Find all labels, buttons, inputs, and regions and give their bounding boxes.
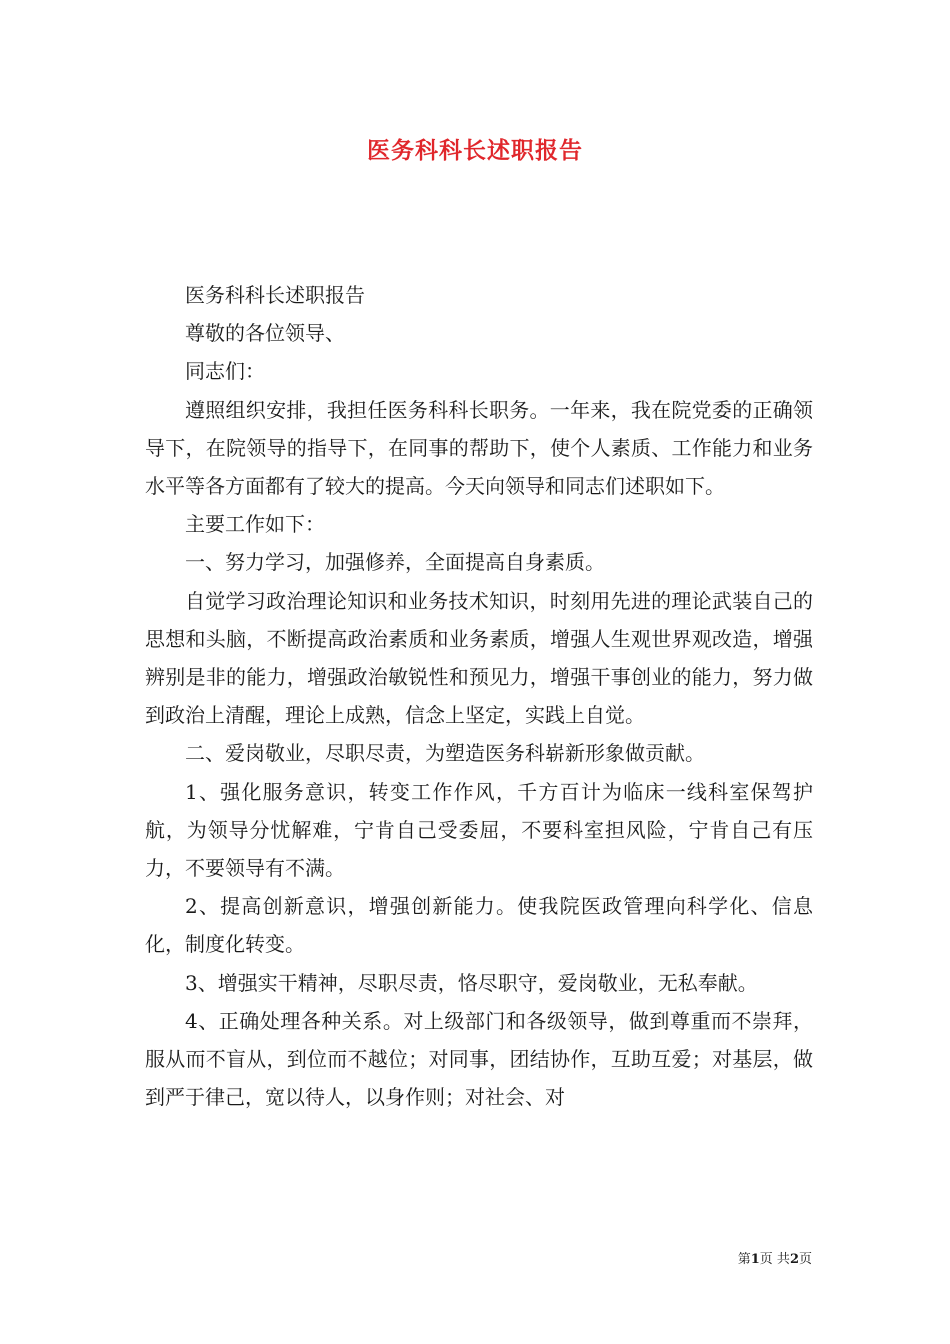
page-total: 2 bbox=[789, 1252, 799, 1267]
page-current: 1 bbox=[750, 1252, 760, 1267]
document-body bbox=[145, 276, 813, 1116]
paragraph-item-4: 4、正确处理各种关系。对上级部门和各级领导，做到尊重而不崇拜，服从而不盲从，到位而不越位；对同事，团结协作，互助互爱；对基层，做到严于律己，宽以待人，以身作则；对社会、对 bbox=[145, 1008, 813, 1110]
paragraph-salutation-2: 同志们： bbox=[185, 359, 265, 384]
paragraph-section-1: 一、努力学习，加强修养，全面提高自身素质。 bbox=[185, 550, 605, 575]
paragraph-heading: 医务科科长述职报告 bbox=[185, 283, 365, 307]
paragraph-item-3: 3、增强实干精神，尽职尽责，恪尽职守，爱岗敬业，无私奉献。 bbox=[185, 970, 758, 995]
paragraph-item-2: 2、提高创新意识，增强创新能力。使我院医政管理向科学化、信息化，制度化转变。 bbox=[145, 894, 813, 957]
paragraph-intro: 遵照组织安排，我担任医务科科长职务。一年来，我在院党委的正确领导下，在院领导的指导下，在同事的帮助下，使个人素质、工作能力和业务水平等各方面都有了较大的提高。今天向领导和同志们述职如下。 bbox=[145, 397, 813, 499]
paragraph-main-work: 主要工作如下： bbox=[185, 512, 325, 537]
page-prefix: 第 bbox=[737, 1252, 751, 1267]
paragraph-section-2: 二、爱岗敬业，尽职尽责，为塑造医务科崭新形象做贡献。 bbox=[185, 741, 705, 766]
page-number bbox=[738, 1248, 812, 1267]
paragraph-salutation: 尊敬的各位领导、 bbox=[185, 321, 345, 346]
paragraph-section-1-body: 自觉学习政治理论知识和业务技术知识，时刻用先进的理论武装自己的思想和头脑，不断提高政治素质和业务素质，增强人生观世界观改造，增强辨别是非的能力，增强政治敏锐性和预见力，增强干事创业的能力，努力做到政治上清醒，理论上成熟，信念上坚定，实践上自觉。 bbox=[145, 588, 813, 728]
page-middle: 页 共 bbox=[759, 1252, 790, 1267]
paragraph-item-1: 1、强化服务意识，转变工作作风，千方百计为临床一线科室保驾护航，为领导分忧解难，宁肯自己受委屈，不要科室担风险，宁肯自己有压力，不要领导有不满。 bbox=[145, 779, 813, 881]
page-suffix: 页 bbox=[798, 1252, 812, 1267]
document-title: 医务科科长述职报告 bbox=[367, 137, 583, 164]
